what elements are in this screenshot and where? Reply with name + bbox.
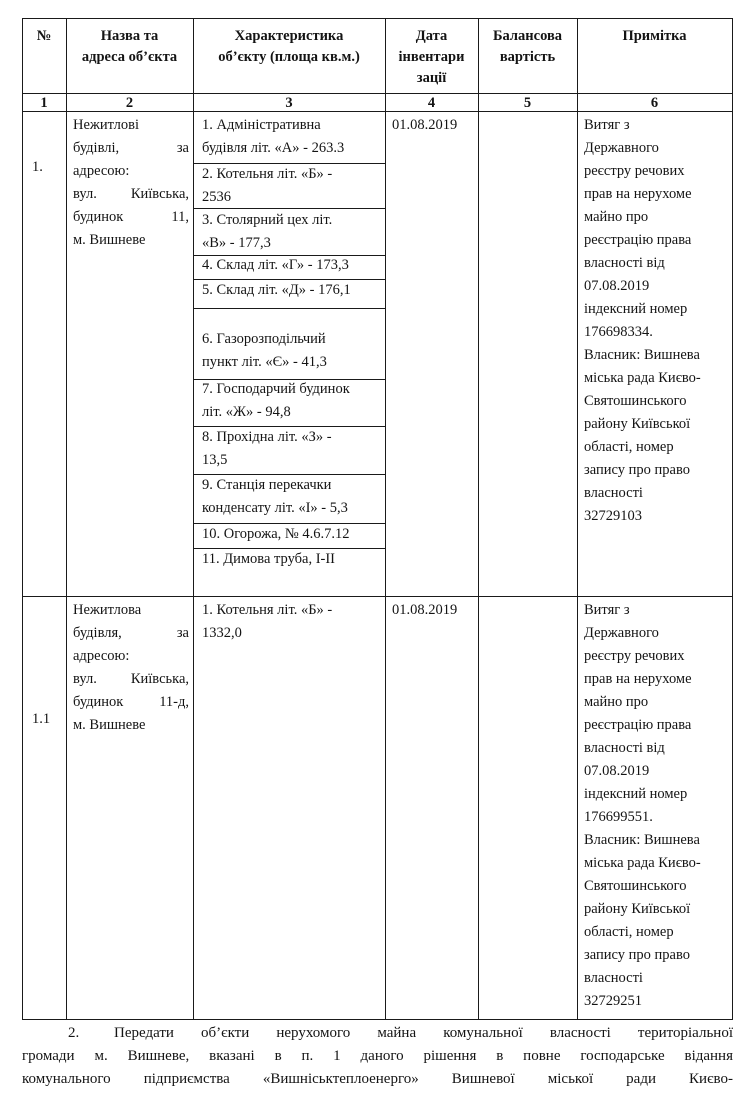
note-line: власності — [584, 970, 643, 986]
characteristic-line: 10. Огорожа, № 4.6.7.12 — [202, 526, 350, 542]
characteristic-line: 5. Склад літ. «Д» - 176,1 — [202, 282, 351, 298]
column-number: 3 — [285, 95, 293, 111]
paragraph-line-text: Передати об’єкти нерухомого майна комунальної власності територіальної — [114, 1025, 733, 1041]
header-number-text: № — [36, 28, 52, 44]
inventory-date: 01.08.2019 — [392, 117, 458, 133]
paragraph-line — [22, 1022, 733, 1045]
name-line — [73, 668, 189, 691]
note-line: міська рада Києво- — [584, 370, 701, 386]
name-line-word: будинок — [73, 694, 124, 710]
name-line-word: за — [176, 140, 189, 156]
note-line: 07.08.2019 — [584, 278, 650, 294]
characteristic-item — [202, 426, 382, 472]
note-line: району Київської — [584, 901, 691, 917]
header-characteristics-line: Характеристика — [234, 28, 344, 44]
characteristic-item — [202, 474, 382, 520]
header-name — [66, 26, 193, 68]
characteristic-line: літ. «Ж» - 94,8 — [202, 404, 291, 420]
paragraph-number: 2. — [68, 1025, 80, 1041]
note-line: реєстрацію права — [584, 717, 692, 733]
characteristic-item — [202, 599, 382, 645]
name-line: Нежитлова — [73, 602, 142, 618]
note-line: власності від — [584, 255, 665, 271]
name-line: м. Вишневе — [73, 232, 146, 248]
characteristic-line: 3. Столярний цех літ. — [202, 212, 333, 228]
note-line: прав на нерухоме — [584, 186, 692, 202]
object-name-address — [73, 114, 189, 252]
characteristic-line: пункт літ. «Є» - 41,3 — [202, 354, 327, 370]
row-number: 1. — [32, 159, 43, 175]
column-number: 2 — [125, 95, 134, 111]
note-line: Витяг з — [584, 117, 630, 133]
note-line: Витяг з — [584, 602, 630, 618]
paragraph-line: громади м. Вишневе, вказані в п. 1 даного рішення в повне господарське відання — [22, 1048, 733, 1064]
header-characteristics-line: об’єкту (площа кв.м.) — [218, 49, 360, 65]
characteristic-item — [202, 254, 382, 277]
name-line — [73, 137, 189, 160]
name-line-word: Київська, — [130, 186, 189, 202]
header-date-line: Дата — [415, 28, 448, 44]
header-note — [577, 26, 732, 47]
name-line-word: за — [176, 625, 189, 641]
header-balance-line: вартість — [499, 49, 556, 65]
column-number: 6 — [650, 95, 659, 111]
note-line: прав на нерухоме — [584, 671, 692, 687]
name-line-word: будинок — [73, 209, 124, 225]
name-line-word: будівлі, — [73, 140, 120, 156]
characteristic-line: 8. Прохідна літ. «З» - — [202, 429, 332, 445]
header-date-line: зації — [416, 70, 447, 86]
name-line-word: будівля, — [73, 625, 122, 641]
object-name-address — [73, 599, 189, 737]
paragraph-line: комунального підприємства «Вишніськтеплоенерго» Вишневої міської ради Києво- — [22, 1071, 733, 1087]
header-characteristics — [193, 26, 385, 68]
characteristic-line: 1332,0 — [202, 625, 242, 641]
characteristic-item — [202, 548, 382, 571]
note-line: 176698334. — [584, 324, 653, 340]
header-date-line: інвентари — [398, 49, 465, 65]
header-name-line: адреса об’єкта — [81, 49, 178, 65]
note-line: 32729103 — [584, 508, 642, 524]
note-line: району Київської — [584, 416, 691, 432]
note-line: Державного — [584, 625, 659, 641]
name-line-word: вул. — [73, 186, 97, 202]
name-line: адресою: — [73, 648, 130, 664]
inventory-date: 01.08.2019 — [392, 602, 458, 618]
note-line: майно про — [584, 694, 649, 710]
note-line: Святошинського — [584, 393, 687, 409]
header-name-line: Назва та — [100, 28, 159, 44]
note-line: майно про — [584, 209, 649, 225]
note-line: 07.08.2019 — [584, 763, 650, 779]
row-number: 1.1 — [32, 711, 51, 727]
name-line: адресою: — [73, 163, 130, 179]
characteristic-line: 2. Котельня літ. «Б» - — [202, 166, 333, 182]
characteristic-line: 7. Господарчий будинок — [202, 381, 350, 397]
characteristic-item — [202, 209, 382, 255]
characteristic-line: 4. Склад літ. «Г» - 173,3 — [202, 257, 349, 273]
characteristic-line: будівля літ. «А» - 263.3 — [202, 140, 345, 156]
name-line — [73, 183, 189, 206]
characteristic-line: 13,5 — [202, 452, 228, 468]
note-line: Власник: Вишнева — [584, 832, 700, 848]
note-line: індексний номер — [584, 786, 688, 802]
note — [584, 599, 730, 1013]
characteristic-line: 6. Газорозподільчий — [202, 331, 326, 347]
name-line — [73, 622, 189, 645]
note-line: реєстру речових — [584, 163, 685, 179]
characteristic-item — [202, 114, 382, 160]
note-line: індексний номер — [584, 301, 688, 317]
characteristic-line: конденсату літ. «І» - 5,3 — [202, 500, 348, 516]
note-line: реєстрацію права — [584, 232, 692, 248]
header-date — [385, 26, 478, 89]
note-line: власності — [584, 485, 643, 501]
header-balance — [478, 26, 577, 68]
note-line: запису про право — [584, 947, 690, 963]
name-line — [73, 691, 189, 714]
characteristic-item — [202, 163, 382, 209]
name-line: Нежитлові — [73, 117, 140, 133]
property-table — [22, 18, 733, 1020]
characteristic-line: 2536 — [202, 189, 231, 205]
characteristic-item — [202, 328, 382, 374]
name-line-word: 11-д, — [159, 694, 189, 710]
characteristic-item — [202, 378, 382, 424]
characteristic-line: 1. Адміністративна — [202, 117, 321, 133]
characteristic-line: 11. Димова труба, І-ІІ — [202, 551, 336, 567]
note — [584, 114, 730, 528]
note-line: реєстру речових — [584, 648, 685, 664]
note-line: запису про право — [584, 462, 690, 478]
characteristic-line: «В» - 177,3 — [202, 235, 271, 251]
name-line-word: 11, — [171, 209, 189, 225]
note-line: області, номер — [584, 924, 674, 940]
decision-paragraph — [22, 1022, 733, 1091]
note-line: Державного — [584, 140, 659, 156]
characteristic-item — [202, 279, 382, 302]
note-line: 176699551. — [584, 809, 653, 825]
note-line: Святошинського — [584, 878, 687, 894]
header-number — [22, 26, 66, 47]
header-balance-line: Балансова — [492, 28, 563, 44]
characteristic-line: 1. Котельня літ. «Б» - — [202, 602, 333, 618]
column-number: 5 — [523, 95, 532, 111]
column-number: 4 — [427, 95, 436, 111]
header-note-line: Примітка — [622, 28, 687, 44]
characteristic-line: 9. Станція перекачки — [202, 477, 332, 493]
note-line: власності від — [584, 740, 665, 756]
characteristic-item — [202, 523, 382, 546]
name-line — [73, 206, 189, 229]
note-line: Власник: Вишнева — [584, 347, 700, 363]
name-line-word: вул. — [73, 671, 97, 687]
column-number: 1 — [40, 95, 48, 111]
name-line-word: Київська, — [130, 671, 189, 687]
note-line: області, номер — [584, 439, 674, 455]
name-line: м. Вишневе — [73, 717, 146, 733]
note-line: міська рада Києво- — [584, 855, 701, 871]
note-line: 32729251 — [584, 993, 642, 1009]
